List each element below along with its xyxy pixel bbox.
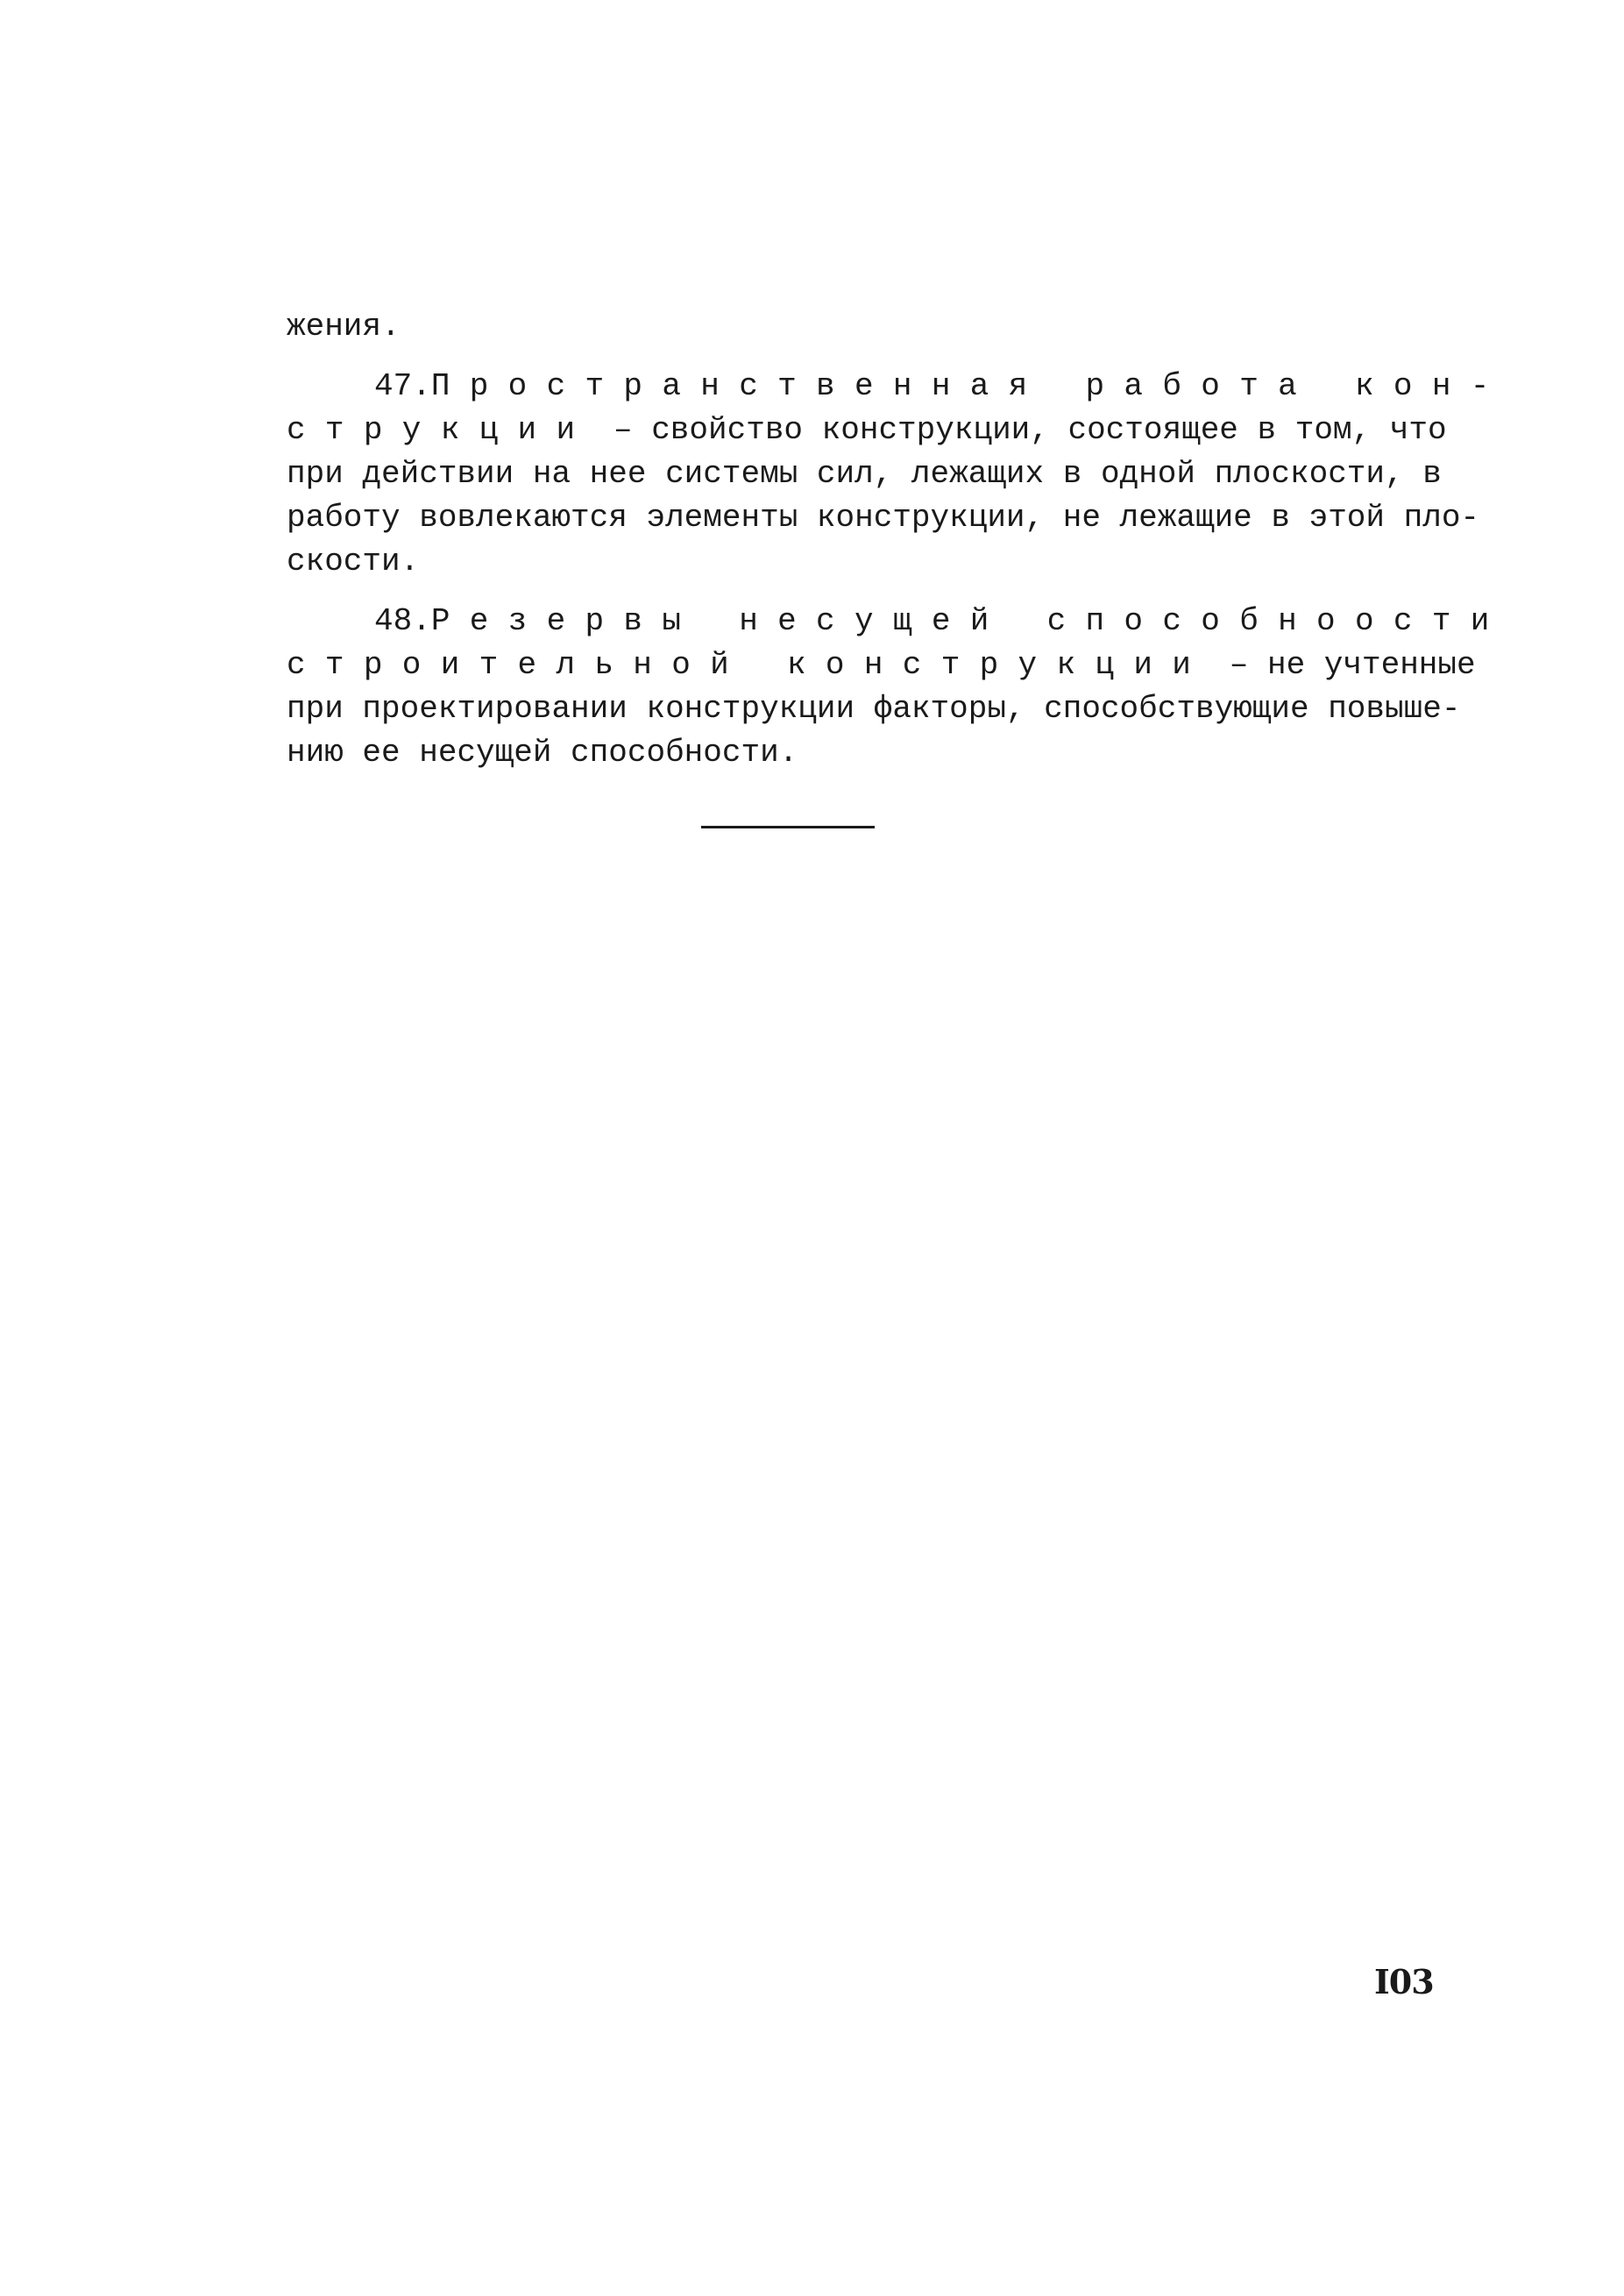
item-48-term-part1: Резервы несущей способноости xyxy=(430,603,1509,639)
item-48-line-1 xyxy=(287,600,1509,643)
item-48-line-4: нию ее несущей способности. xyxy=(287,735,798,771)
continuation-line: жения. xyxy=(287,309,401,345)
item-47-term-part2: струкции xyxy=(287,412,595,448)
item-47-line-2 xyxy=(287,409,1447,452)
item-48-definition-start: – не учтенные xyxy=(1210,647,1476,683)
item-47-definition-start: – свойство конструкции, состоящее в том, что xyxy=(594,412,1447,448)
item-48-number: 48. xyxy=(374,603,431,639)
item-47-line-1 xyxy=(287,365,1509,409)
paragraph-gap xyxy=(287,349,1426,365)
item-47-line-3: при действии на нее системы сил, лежащих в одной плоскости, в xyxy=(287,456,1442,492)
item-47-number: 47. xyxy=(374,368,431,404)
document-body xyxy=(287,305,1509,775)
item-47-line-4: работу вовлекаются элементы конструкции, не лежащие в этой пло- xyxy=(287,500,1480,536)
item-48-term-part2: строительной конструкции xyxy=(287,647,1211,683)
item-48-line-2 xyxy=(287,643,1476,687)
page-number: I03 xyxy=(1374,1962,1434,2001)
paragraph-gap xyxy=(287,584,1426,600)
item-48-line-3: при проектировании конструкции факторы, способствующие повыше- xyxy=(287,691,1461,727)
item-47-line-5: скости. xyxy=(287,544,420,579)
item-47-term-part1: Пространственная работа кон- xyxy=(430,368,1509,404)
section-end-rule xyxy=(701,826,875,828)
